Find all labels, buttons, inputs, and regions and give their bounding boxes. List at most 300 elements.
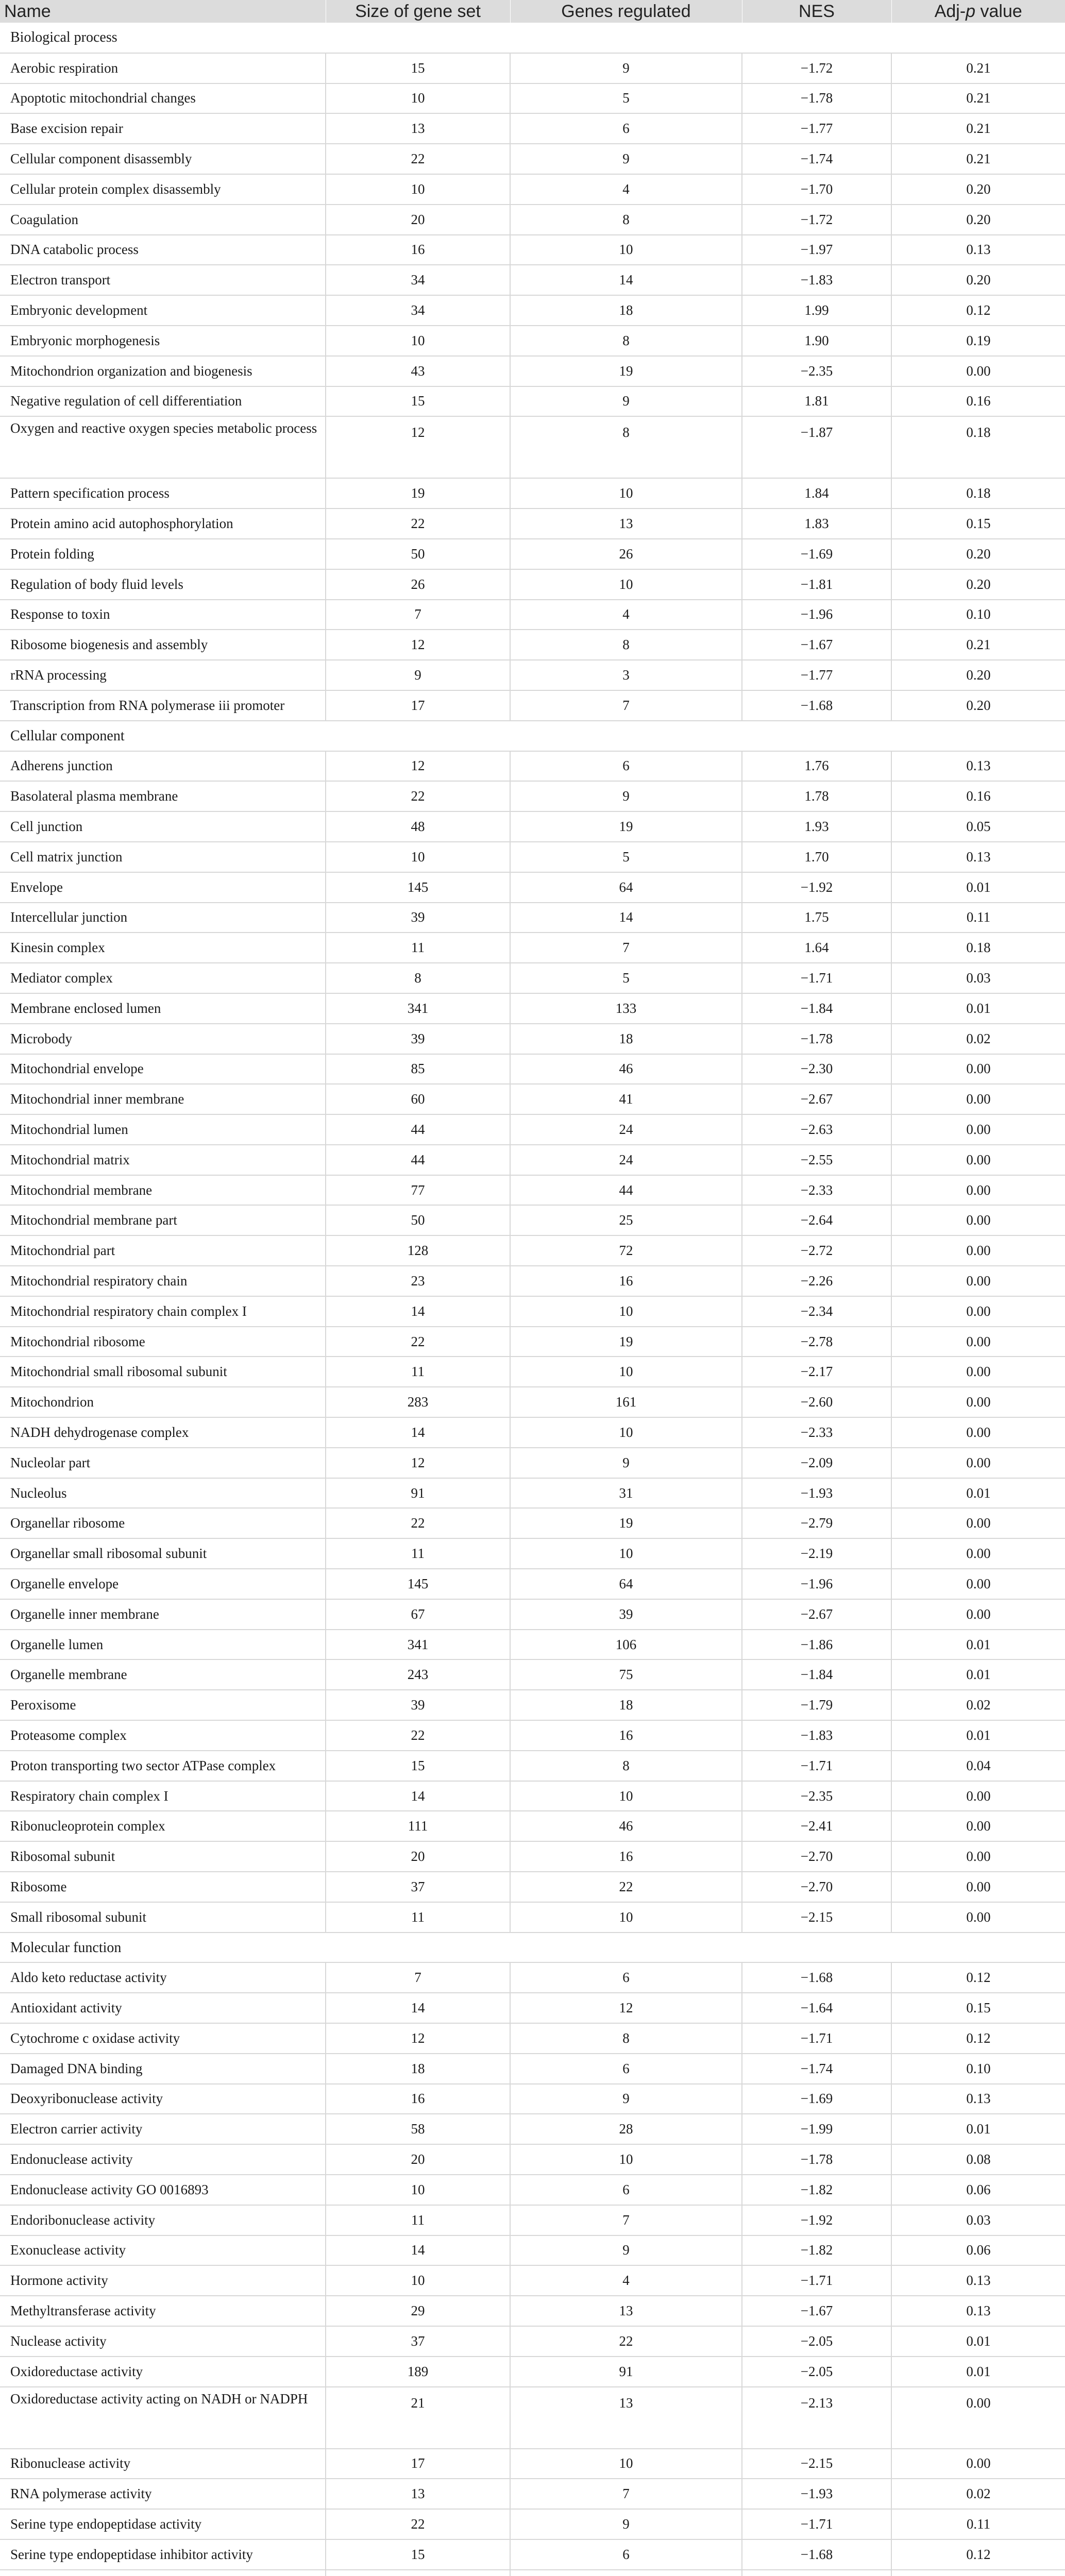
cell-genes-regulated: 41 <box>510 1084 742 1114</box>
cell-adj-p: 0.01 <box>891 2357 1065 2387</box>
cell-size: 14 <box>326 1296 510 1327</box>
cell-nes: −2.79 <box>742 1508 891 1538</box>
cell-name: Protein amino acid autophosphorylation <box>0 509 326 539</box>
section-row <box>0 1933 1065 1963</box>
cell-nes: 1.83 <box>742 509 891 539</box>
cell-genes-regulated: 8 <box>510 326 742 356</box>
cell-size: 12 <box>326 751 510 782</box>
table-row <box>0 1720 1065 1751</box>
cell-adj-p: 0.00 <box>891 1448 1065 1478</box>
cell-adj-p: 0.13 <box>891 2084 1065 2114</box>
cell-size: 44 <box>326 1145 510 1175</box>
cell-name: Mitochondrion <box>0 1387 326 1417</box>
cell-adj-p: 0.11 <box>891 903 1065 933</box>
cell-adj-p: 0.00 <box>891 1205 1065 1235</box>
cell-size: 11 <box>326 1357 510 1387</box>
table-row <box>0 1508 1065 1538</box>
cell-adj-p: 0.03 <box>891 2205 1065 2235</box>
cell-nes: −1.71 <box>742 963 891 993</box>
cell-size: 11 <box>326 2205 510 2235</box>
cell-size: 14 <box>326 2235 510 2266</box>
cell-genes-regulated: 19 <box>510 1508 742 1538</box>
table-row <box>0 872 1065 903</box>
cell-genes-regulated: 12 <box>510 1993 742 2023</box>
cell-size: 85 <box>326 1054 510 1084</box>
cell-size: 58 <box>326 2114 510 2144</box>
cell-genes-regulated: 8 <box>510 1751 742 1781</box>
cell-nes: −1.81 <box>742 569 891 600</box>
cell-name: NADH dehydrogenase complex <box>0 1417 326 1448</box>
cell-name: Aerobic respiration <box>0 53 326 83</box>
cell-size: 341 <box>326 1630 510 1660</box>
cell-name: Oxygen and reactive oxygen species metabolic process <box>0 416 326 478</box>
table-row <box>0 1811 1065 1841</box>
cell-size: 13 <box>326 2479 510 2509</box>
table-row <box>0 174 1065 205</box>
cell-genes-regulated: 9 <box>510 2235 742 2266</box>
cell-adj-p: 0.20 <box>891 569 1065 600</box>
table-row <box>0 1538 1065 1569</box>
cell-genes-regulated: 5 <box>510 83 742 114</box>
table-row <box>0 1993 1065 2023</box>
table-row <box>0 600 1065 630</box>
cell-size: 10 <box>326 326 510 356</box>
cell-nes: 1.84 <box>742 478 891 509</box>
cell-adj-p: 0.00 <box>891 1569 1065 1599</box>
cell-adj-p: 0.15 <box>891 509 1065 539</box>
cell-size: 111 <box>326 1811 510 1841</box>
cell-name: Intercellular junction <box>0 903 326 933</box>
cell-name: Cellular protein complex disassembly <box>0 174 326 205</box>
cell-adj-p: 0.00 <box>891 1508 1065 1538</box>
cell-nes: −1.84 <box>742 993 891 1024</box>
cell-adj-p: 0.00 <box>891 1175 1065 1206</box>
cell-nes: −1.71 <box>742 2265 891 2296</box>
cell-name: Small ribosomal subunit <box>0 1902 326 1933</box>
cell-name: Basolateral plasma membrane <box>0 781 326 811</box>
cell-size: 19 <box>326 478 510 509</box>
cell-name: Mitochondrial membrane <box>0 1175 326 1206</box>
table-row <box>0 1902 1065 1933</box>
cell-genes-regulated: 7 <box>510 2205 742 2235</box>
cell-name: Nuclease activity <box>0 2326 326 2357</box>
cell-adj-p: 0.19 <box>891 326 1065 356</box>
cell-genes-regulated: 75 <box>510 1659 742 1690</box>
table-row <box>0 1781 1065 1811</box>
cell-genes-regulated: 39 <box>510 1599 742 1630</box>
cell-name: Hormone activity <box>0 2265 326 2296</box>
cell-name: Aldo keto reductase activity <box>0 1962 326 1993</box>
cell-nes: −2.72 <box>742 1235 891 1266</box>
cell-nes: −1.78 <box>742 83 891 114</box>
cell-size: 15 <box>326 2539 510 2570</box>
cell-genes-regulated: 13 <box>510 509 742 539</box>
cell-nes: −1.69 <box>742 539 891 569</box>
cell-genes-regulated: 10 <box>510 1296 742 1327</box>
cell-nes: −1.72 <box>742 205 891 235</box>
cell-size: 22 <box>326 2509 510 2539</box>
cell-size: 39 <box>326 903 510 933</box>
cell-genes-regulated: 14 <box>510 903 742 933</box>
cell-name: Microbody <box>0 1024 326 1054</box>
header-size-of-gene-set: Size of gene set <box>326 0 510 23</box>
table-row <box>0 416 1065 478</box>
cell-name: Embryonic morphogenesis <box>0 326 326 356</box>
cell-adj-p: 0.18 <box>891 933 1065 963</box>
cell-name: Oxidoreductase activity <box>0 2357 326 2387</box>
cell-name: Serine type endopeptidase inhibitor activity <box>0 2539 326 2570</box>
table-row <box>0 690 1065 721</box>
table-row <box>0 1327 1065 1357</box>
cell-genes-regulated: 8 <box>510 205 742 235</box>
cell-adj-p: 0.12 <box>891 2539 1065 2570</box>
cell-size: 14 <box>326 1417 510 1448</box>
cell-nes: −1.71 <box>742 1751 891 1781</box>
cell-name: Antioxidant activity <box>0 1993 326 2023</box>
cell-adj-p: 0.00 <box>891 1417 1065 1448</box>
cell-adj-p: 0.00 <box>891 1114 1065 1145</box>
table-row <box>0 1054 1065 1084</box>
table-row <box>0 2114 1065 2144</box>
cell-genes-regulated: 19 <box>510 1327 742 1357</box>
cell-nes: −2.15 <box>742 1902 891 1933</box>
table-row <box>0 1659 1065 1690</box>
cell-nes: −1.92 <box>742 2205 891 2235</box>
cell-genes-regulated: 9 <box>510 1448 742 1478</box>
cell-name: Pattern specification process <box>0 478 326 509</box>
section-title: Cellular component <box>0 721 1065 751</box>
cell-name: Nucleolus <box>0 1478 326 1509</box>
cell-nes: −2.34 <box>742 1296 891 1327</box>
cell-adj-p: 0.01 <box>891 2326 1065 2357</box>
header-genes-regulated: Genes regulated <box>510 0 742 23</box>
cell-size: 12 <box>326 630 510 660</box>
cell-adj-p: 0.00 <box>891 1781 1065 1811</box>
cell-name: Endonuclease activity GO 0016893 <box>0 2175 326 2205</box>
cell-genes-regulated: 106 <box>510 1630 742 1660</box>
cell-adj-p: 0.01 <box>891 993 1065 1024</box>
cell-nes: −1.77 <box>742 113 891 144</box>
cell-size: 13 <box>326 113 510 144</box>
cell-nes: −2.41 <box>742 1811 891 1841</box>
cell-name: Coagulation <box>0 205 326 235</box>
cell-genes-regulated: 6 <box>510 2175 742 2205</box>
cell-name: Cytochrome c oxidase activity <box>0 2023 326 2054</box>
cell-size: 37 <box>326 1872 510 1902</box>
cell-adj-p: 0.13 <box>891 751 1065 782</box>
cell-nes: 1.70 <box>742 842 891 872</box>
cell-nes: −2.67 <box>742 1084 891 1114</box>
table-row <box>0 1357 1065 1387</box>
cell-size: 10 <box>326 2265 510 2296</box>
table-row <box>0 2205 1065 2235</box>
cell-nes: 1.75 <box>742 903 891 933</box>
cell-genes-regulated: 6 <box>510 113 742 144</box>
cell-size <box>326 2570 510 2576</box>
cell-size: 23 <box>326 1266 510 1296</box>
cell-adj-p: 0.20 <box>891 265 1065 295</box>
cell-size: 39 <box>326 1690 510 1720</box>
cell-size: 15 <box>326 53 510 83</box>
cell-size: 17 <box>326 2449 510 2479</box>
table-row <box>0 1569 1065 1599</box>
cell-name: Apoptotic mitochondrial changes <box>0 83 326 114</box>
cell-genes-regulated: 16 <box>510 1720 742 1751</box>
table-row <box>0 2023 1065 2054</box>
cell-genes-regulated: 5 <box>510 963 742 993</box>
cell-adj-p: 0.00 <box>891 1538 1065 1569</box>
cell-adj-p: 0.00 <box>891 1327 1065 1357</box>
cell-genes-regulated: 10 <box>510 1538 742 1569</box>
cell-adj-p: 0.13 <box>891 2296 1065 2326</box>
table-row <box>0 2296 1065 2326</box>
cell-size: 9 <box>326 660 510 690</box>
cell-nes: −2.05 <box>742 2357 891 2387</box>
cell-nes: −1.83 <box>742 1720 891 1751</box>
cell-nes: 1.93 <box>742 811 891 842</box>
cell-name: Mitochondrial respiratory chain <box>0 1266 326 1296</box>
cell-name: Mitochondrial inner membrane <box>0 1084 326 1114</box>
table-row <box>0 1266 1065 1296</box>
table-row <box>0 1175 1065 1206</box>
cell-size: 189 <box>326 2357 510 2387</box>
table-row <box>0 265 1065 295</box>
cell-nes: −1.83 <box>742 265 891 295</box>
table-row <box>0 2054 1065 2084</box>
cell-size: 34 <box>326 265 510 295</box>
cell-nes: 1.76 <box>742 751 891 782</box>
cell-size: 26 <box>326 569 510 600</box>
cell-size: 60 <box>326 1084 510 1114</box>
cell-adj-p: 0.04 <box>891 1751 1065 1781</box>
cell-size: 12 <box>326 416 510 478</box>
cell-adj-p: 0.21 <box>891 83 1065 114</box>
cell-adj-p: 0.13 <box>891 2265 1065 2296</box>
table-row <box>0 1962 1065 1993</box>
cell-nes: −1.69 <box>742 2084 891 2114</box>
cell-nes: −1.78 <box>742 1024 891 1054</box>
cell-nes: −1.97 <box>742 235 891 265</box>
cell-adj-p: 0.20 <box>891 205 1065 235</box>
cell-size: 10 <box>326 2175 510 2205</box>
cell-adj-p: 0.00 <box>891 1296 1065 1327</box>
cell-nes: −1.68 <box>742 690 891 721</box>
cell-nes: −2.67 <box>742 1599 891 1630</box>
cell-name: Organelle inner membrane <box>0 1599 326 1630</box>
cell-size: 48 <box>326 811 510 842</box>
cell-nes: −2.55 <box>742 1145 891 1175</box>
cell-nes: −1.74 <box>742 144 891 174</box>
cell-size: 14 <box>326 1781 510 1811</box>
cell-name: Organelle envelope <box>0 1569 326 1599</box>
table-row <box>0 1024 1065 1054</box>
cell-nes: −1.79 <box>742 1690 891 1720</box>
cell-name: Membrane enclosed lumen <box>0 993 326 1024</box>
cell-nes: −1.77 <box>742 660 891 690</box>
cell-adj-p: 0.00 <box>891 1054 1065 1084</box>
section-title: Molecular function <box>0 1933 1065 1963</box>
cell-genes-regulated: 44 <box>510 1175 742 1206</box>
table-row <box>0 1872 1065 1902</box>
cell-genes-regulated: 10 <box>510 1417 742 1448</box>
cell-name: Embryonic development <box>0 295 326 326</box>
cell-nes: −2.60 <box>742 1387 891 1417</box>
cell-nes: −1.71 <box>742 2509 891 2539</box>
cell-size: 43 <box>326 356 510 386</box>
table-row <box>0 356 1065 386</box>
cell-name: Negative regulation of cell differentiation <box>0 386 326 417</box>
cell-name: Mitochondrial ribosome <box>0 1327 326 1357</box>
cell-size: 16 <box>326 2084 510 2114</box>
cell-size: 145 <box>326 872 510 903</box>
cell-adj-p: 0.02 <box>891 2479 1065 2509</box>
cell-name: Electron transport <box>0 265 326 295</box>
cell-adj-p: 0.00 <box>891 2387 1065 2449</box>
cell-genes-regulated: 6 <box>510 1962 742 1993</box>
cell-nes: −1.87 <box>742 416 891 478</box>
cell-name: Mitochondrial envelope <box>0 1054 326 1084</box>
section-row <box>0 23 1065 53</box>
cell-name: Proton transporting two sector ATPase complex <box>0 1751 326 1781</box>
cell-size: 10 <box>326 174 510 205</box>
cell-name: Organellar small ribosomal subunit <box>0 1538 326 1569</box>
cell-nes: −1.74 <box>742 2054 891 2084</box>
table-row <box>0 386 1065 417</box>
cell-name: Ribosome biogenesis and assembly <box>0 630 326 660</box>
cell-name: Serine type endopeptidase activity <box>0 2509 326 2539</box>
section-title: Biological process <box>0 23 1065 53</box>
table-row <box>0 1690 1065 1720</box>
cell-genes-regulated: 4 <box>510 174 742 205</box>
table-row <box>0 933 1065 963</box>
table-row <box>0 1205 1065 1235</box>
cell-size: 50 <box>326 1205 510 1235</box>
cell-size: 18 <box>326 2054 510 2084</box>
cell-genes-regulated: 24 <box>510 1145 742 1175</box>
table-row <box>0 2144 1065 2175</box>
cell-adj-p: 0.21 <box>891 113 1065 144</box>
cell-nes: −2.30 <box>742 1054 891 1084</box>
cell-size: 39 <box>326 1024 510 1054</box>
cell-genes-regulated: 5 <box>510 842 742 872</box>
cell-genes-regulated: 18 <box>510 1690 742 1720</box>
table-row <box>0 509 1065 539</box>
cell-adj-p: 0.10 <box>891 2054 1065 2084</box>
cell-size: 22 <box>326 1508 510 1538</box>
cell-adj-p: 0.02 <box>891 1690 1065 1720</box>
cell-size: 22 <box>326 1720 510 1751</box>
cell-name: Cellular component disassembly <box>0 144 326 174</box>
table-row <box>0 2235 1065 2266</box>
table-row <box>0 1417 1065 1448</box>
cell-name: Organelle membrane <box>0 1659 326 1690</box>
cell-size: 22 <box>326 1327 510 1357</box>
cell-genes-regulated: 46 <box>510 1054 742 1084</box>
table-row <box>0 963 1065 993</box>
cell-genes-regulated: 10 <box>510 1357 742 1387</box>
header-row <box>0 0 1065 23</box>
cell-size: 91 <box>326 1478 510 1509</box>
cell-name: Mitochondrial lumen <box>0 1114 326 1145</box>
table-row <box>0 569 1065 600</box>
cell-name: Ribosome <box>0 1872 326 1902</box>
cell-nes: −1.96 <box>742 1569 891 1599</box>
cell-nes: −2.13 <box>742 2387 891 2449</box>
cell-genes-regulated: 64 <box>510 872 742 903</box>
cell-adj-p: 0.21 <box>891 53 1065 83</box>
cell-size: 21 <box>326 2387 510 2449</box>
cell-adj-p: 0.20 <box>891 174 1065 205</box>
cell-genes-regulated: 161 <box>510 1387 742 1417</box>
cell-genes-regulated: 25 <box>510 1205 742 1235</box>
cell-nes: 1.81 <box>742 386 891 417</box>
cell-nes: −1.70 <box>742 174 891 205</box>
table-row <box>0 2175 1065 2205</box>
cell-genes-regulated: 46 <box>510 1811 742 1841</box>
cell-genes-regulated: 7 <box>510 690 742 721</box>
table-body <box>0 23 1065 2576</box>
cell-nes: −2.05 <box>742 2326 891 2357</box>
cell-name: Methyltransferase activity <box>0 2296 326 2326</box>
cell-nes: −1.93 <box>742 1478 891 1509</box>
cell-genes-regulated: 7 <box>510 933 742 963</box>
cell-name: Electron carrier activity <box>0 2114 326 2144</box>
cell-genes-regulated: 133 <box>510 993 742 1024</box>
cell-name: Response to toxin <box>0 600 326 630</box>
cell-name: Organellar ribosome <box>0 1508 326 1538</box>
cell-nes: −1.99 <box>742 2114 891 2144</box>
cell-nes: −2.33 <box>742 1175 891 1206</box>
cell-genes-regulated: 28 <box>510 2114 742 2144</box>
table-row <box>0 295 1065 326</box>
cell-nes: −1.82 <box>742 2235 891 2266</box>
table-row <box>0 2326 1065 2357</box>
cell-adj-p: 0.16 <box>891 781 1065 811</box>
cell-nes: −2.70 <box>742 1872 891 1902</box>
table-row <box>0 781 1065 811</box>
table-row <box>0 2449 1065 2479</box>
cell-name: Endoribonuclease activity <box>0 2205 326 2235</box>
section-row <box>0 721 1065 751</box>
cell-genes-regulated: 7 <box>510 2479 742 2509</box>
cell-name: Regulation of body fluid levels <box>0 569 326 600</box>
cell-genes-regulated: 10 <box>510 2449 742 2479</box>
cell-nes: −1.71 <box>742 2023 891 2054</box>
cell-nes: −2.35 <box>742 1781 891 1811</box>
cell-adj-p: 0.06 <box>891 2175 1065 2205</box>
cell-adj-p: 0.00 <box>891 1599 1065 1630</box>
cell-nes: −2.78 <box>742 1327 891 1357</box>
cell-size: 12 <box>326 2023 510 2054</box>
cell-genes-regulated: 10 <box>510 1781 742 1811</box>
cell-adj-p: 0.00 <box>891 1235 1065 1266</box>
table-row <box>0 539 1065 569</box>
cell-adj-p: 0.01 <box>891 1720 1065 1751</box>
table-row <box>0 205 1065 235</box>
cell-adj-p: 0.16 <box>891 386 1065 417</box>
cell-adj-p: 0.20 <box>891 690 1065 721</box>
cell-size: 22 <box>326 144 510 174</box>
cell-genes-regulated: 10 <box>510 569 742 600</box>
cell-size: 8 <box>326 963 510 993</box>
cell-adj-p: 0.15 <box>891 1993 1065 2023</box>
cell-genes-regulated: 6 <box>510 2539 742 2570</box>
cell-adj-p: 0.01 <box>891 1659 1065 1690</box>
cell-nes: −1.67 <box>742 630 891 660</box>
cell-name: Ribosomal subunit <box>0 1841 326 1872</box>
cell-adj-p: 0.00 <box>891 1145 1065 1175</box>
cell-genes-regulated: 10 <box>510 478 742 509</box>
